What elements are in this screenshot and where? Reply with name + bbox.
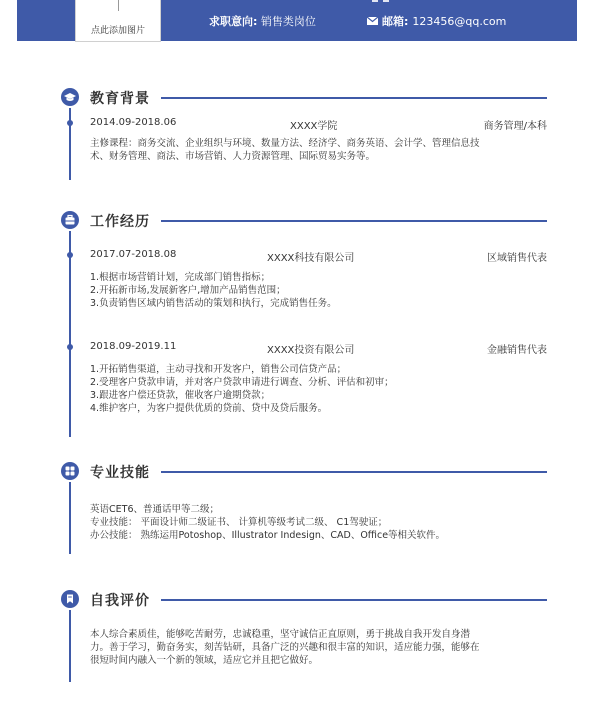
skills-list [90,503,550,542]
header-dot [383,0,389,2]
text-line: 3.跟进客户偿还贷款，催收客户逾期贷款； [90,390,271,401]
job-intention [209,13,316,29]
text-line: 本人综合素质佳，能够吃苦耐劳，忠诚稳重，坚守诚信正直原则，勇于挑战自我开发自身潜 [90,629,471,640]
header-dot [372,0,378,2]
photo-divider [118,0,119,11]
work-entry [90,341,547,355]
section-title-education: 教育背景 [90,91,150,107]
work-company: XXXX投资有限公司 [267,345,355,356]
text-line: 1.开拓销售渠道，主动寻找和开发客户，销售公司信贷产品； [90,364,347,375]
education-courses [90,137,550,163]
section-rule [161,599,547,601]
briefcase-icon [61,211,79,229]
mail-icon [367,17,378,25]
self-timeline [69,610,71,682]
grid-icon [61,462,79,480]
email-value[interactable]: 123456@qq.com [412,14,507,28]
text-line: 主修课程：商务交流、企业组织与环境、数量方法、经济学、商务英语、会计学、管理信息技 [90,138,480,149]
education-timeline [69,108,71,180]
job-intention-label: 求职意向: [209,15,258,28]
section-rule [161,471,547,473]
education-school: XXXX学院 [290,121,338,132]
work-timeline [69,231,71,437]
skills-timeline [69,482,71,554]
text-line: 1.根据市场营销计划，完成部门销售指标； [90,272,271,283]
text-line: 2.受理客户贷款申请，并对客户贷款申请进行调查、分析、评估和初审； [90,377,394,388]
education-date: 2014.09-2018.06 [90,117,177,128]
text-line: 4.维护客户，为客户提供优质的贷前、贷中及贷后服务。 [90,403,328,414]
timeline-dot [67,120,73,126]
section-title-work: 工作经历 [90,214,150,230]
education-major: 商务管理/本科 [483,121,547,132]
work-company: XXXX科技有限公司 [267,253,355,264]
text-line: 英语CET6、普通话甲等二级； [90,504,219,515]
bookmark-icon [61,590,79,608]
photo-placeholder-text: 点此添加图片 [90,26,145,36]
self-evaluation-text [90,628,550,667]
text-line: 力。善于学习，勤奋务实，刻苦钻研，具备广泛的兴趣和很丰富的知识，适应能力强，能够在 [90,642,480,653]
job-intention-value: 销售类岗位 [260,15,316,28]
work-position: 区域销售代表 [487,253,547,264]
text-line: 术、财务管理、商法、市场营销、人力资源管理、国际贸易实务等。 [90,151,376,162]
timeline-dot [67,252,73,258]
email-label: 邮箱: [382,15,409,28]
photo-upload-box[interactable] [75,0,161,42]
work-date: 2017.07-2018.08 [90,249,177,260]
text-line: 2.开拓新市场,发展新客户,增加产品销售范围； [90,285,286,296]
work-date: 2018.09-2019.11 [90,341,177,352]
work-position: 金融销售代表 [487,345,547,356]
text-line: 3.负责销售区域内销售活动的策划和执行，完成销售任务。 [90,298,337,309]
text-line: 专业技能： 平面设计师二级证书、 计算机等级考试二级、 C1驾驶证； [90,517,388,528]
section-rule [161,97,547,99]
timeline-dot [67,344,73,350]
text-line: 办公技能： 熟练运用Potoshop、Illustrator Indesign、CAD、Office等相关软件。 [90,530,446,541]
text-line: 很短时间内融入一个新的领域，适应它并且把它做好。 [90,655,319,666]
graduation-cap-icon [61,88,79,106]
work-duties [90,363,550,415]
education-entry [90,117,547,131]
work-duties [90,271,550,310]
email-contact [367,13,506,29]
section-title-skills: 专业技能 [90,465,150,481]
section-title-self-evaluation: 自我评价 [90,593,150,609]
work-entry [90,249,547,263]
section-rule [161,220,547,222]
